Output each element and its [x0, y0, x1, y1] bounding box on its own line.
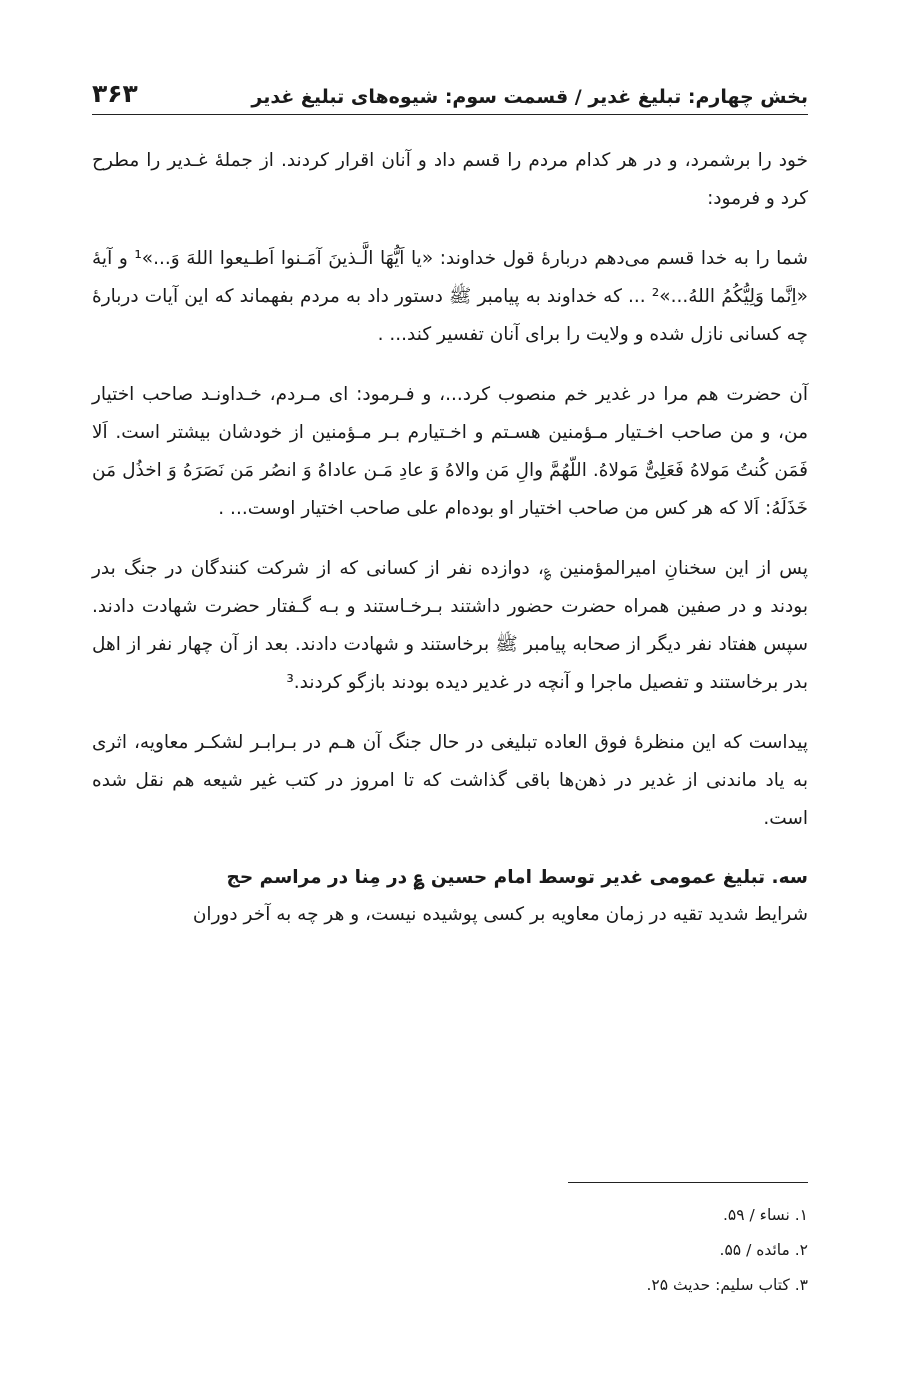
- footnote-2: ۲. مائده / ۵۵.: [719, 1241, 808, 1259]
- footnote-divider: [568, 1182, 808, 1183]
- paragraph-2: شما را به خدا قسم می‌دهم دربارهٔ قول خداوند: «یا اَیُّهَا الَّـذینَ آمَـنوا اَطـیعوا اللهَ وَ...»¹ و آیهٔ «اِنَّما وَلِیُّکُمُ اللهُ...»² ... که خداوند به پیامبر ﷺ دستور داد به مردم بفهماند که این آیات دربارهٔ چه کسانی نازل شده و ولایت را برای آنان تفسیر کند... .: [92, 248, 808, 345]
- running-header: [92, 68, 808, 115]
- paragraph-4: پس از این سخنانِ امیرالمؤمنین ؏، دوازده نفر از کسانی که از شرکت کنندگان در جنگ بدر بودند و در صفین همراه حضرت حضور داشتند بـرخـاستند و بـه گـفتار حضرت شهادت دادند. سپس هفتاد نفر دیگر از صحابه پیامبر ﷺ برخاستند و شهادت دادند. بعد از آن چهار نفر از اهل بدر برخاستند و تفصیل ماجرا و آنچه در غدیر دیده بودند بازگو کردند.³: [92, 558, 808, 693]
- footnote-3: ۳. کتاب سلیم: حدیث ۲۵.: [646, 1276, 808, 1294]
- page-number: ۳۶۳: [92, 79, 138, 108]
- footnotes: [92, 1198, 808, 1303]
- running-title: بخش چهارم: تبلیغ غدیر / قسمت سوم: شیوه‌های تبلیغ غدیر: [251, 86, 808, 108]
- paragraph-3: آن حضرت هم مرا در غدیر خم منصوب کرد...، و فـرمود: ای مـردم، خـداونـد صاحب اختیار من، و من صاحب اخـتیار مـؤمنین هسـتم و اخـتیارم بـر مـؤمنین از خودشان بیشتر است. اَلا فَمَن کُنتُ مَولاهُ فَعَلِیٌّ مَولاهُ. اللّهُمَّ والِ مَن والاهُ وَ عادِ مَـن عاداهُ وَ انصُر مَن نَصَرَهُ وَ اخذُل مَن خَذَلَهُ: اَلا که هر کس من صاحب اختیار او بوده‌ام علی صاحب اختیار اوست... .: [92, 384, 808, 519]
- footnote-1: ۱. نساء / ۵۹.: [722, 1206, 808, 1224]
- body-text: [92, 142, 808, 934]
- section-heading: سه. تبلیغ عمومی غدیر توسط امام حسین ؏ در مِنا در مراسم حج: [226, 867, 808, 888]
- paragraph-6: شرایط شدید تقیه در زمان معاویه بر کسی پوشیده نیست، و هر چه به آخر دوران: [192, 904, 808, 925]
- book-page: [92, 0, 808, 1390]
- paragraph-1: خود را برشمرد، و در هر کدام مردم را قسم داد و آنان اقرار کردند. از جملهٔ غـدیر را مطرح کرد و فرمود:: [92, 150, 808, 209]
- paragraph-5: پیداست که این منظرهٔ فوق العاده تبلیغی در حال جنگ آن هـم در بـرابـر لشکـر معاویه، اثری به یاد ماندنی از غدیر در ذهن‌ها باقی گذاشت که تا امروز در کتب غیر شیعه هم نقل شده است.: [92, 732, 808, 829]
